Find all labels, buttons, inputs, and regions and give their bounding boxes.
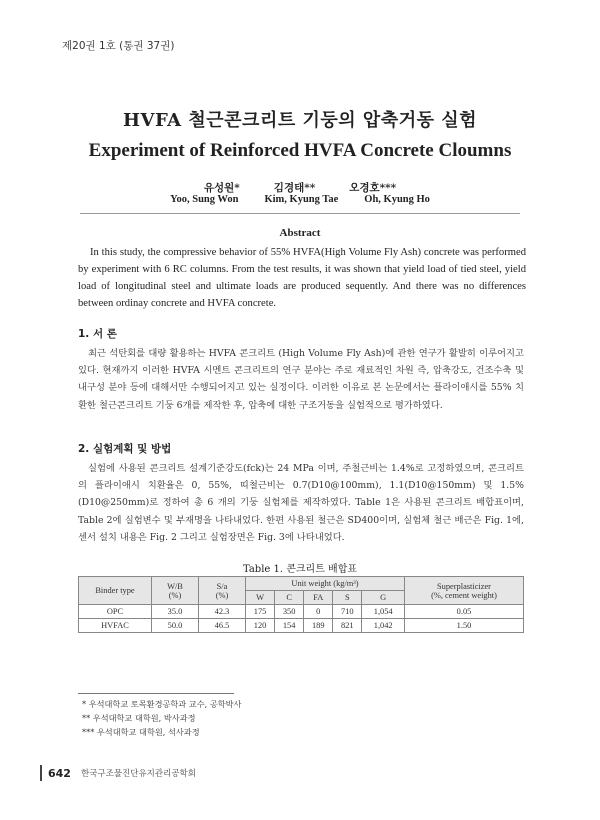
issue-header: 제20권 1호 (통권 37권) — [62, 40, 175, 52]
footnote-1: * 우석대학교 토목환경공학과 교수, 공학박사 — [82, 699, 242, 709]
section-1-heading: 1. 서 론 — [78, 328, 117, 340]
table-cell: 175 — [246, 605, 275, 619]
abstract-text: In this study, the compressive behavior of 55% HVFA(High Volume Fly Ash) concrete was performed by experiment with 6 RC columns. From the test results, it was shown that yield load of tied steel, yield load of longitudinal steel and ultimate loads are produced sequently. And there was no differences between ordinay concrete and HVFA concrete. — [78, 247, 526, 309]
author-2-en: Kim, Kyung Tae — [264, 194, 339, 205]
table-cell: 1,042 — [362, 619, 405, 633]
page-number: 642 — [48, 766, 71, 780]
authors-english — [0, 194, 600, 205]
footer-bar — [40, 765, 42, 781]
table-caption: Table 1. 콘크리트 배합표 — [242, 564, 358, 575]
table-cell: 821 — [333, 619, 362, 633]
table-row — [79, 605, 524, 619]
col-superplasticizer: Superplasticizer (%, cement weight) — [405, 577, 524, 605]
table-cell: 189 — [304, 619, 333, 633]
table-row — [79, 619, 524, 633]
col-g: G — [362, 591, 405, 605]
section-2-text: 실험에 사용된 콘크리트 설계기준강도(fck)는 24 MPa 이며, 주철근비는 1.4%로 고정하였으며, 콘크리트의 플라이애시 치환율은 0, 55%, 띠철근비는 0.7(D10@100mm), 1.1(D10@150mm) 및 1.5%(D10@250mm)로 정하여 총 6 개의 기둥 실험체를 제작하였다. Table 1은 사용된 콘크리트 배합표이며, Table 2에 실험변수 및 부재명을 나타내었다. 한편 사용된 철근은 SD400이며, 실험체 철근 배근은 Fig. 1에, 센서 설치 내용은 Fig. 2 그리고 실험장면은 Fig. 3에 나타내었다. — [78, 463, 524, 543]
table-cell: 154 — [275, 619, 304, 633]
col-binder-type: Binder type — [79, 577, 152, 605]
col-wb: W/B (%) — [152, 577, 199, 605]
table-cell: 42.3 — [199, 605, 246, 619]
mix-proportion-table — [78, 576, 524, 633]
col-w: W — [246, 591, 275, 605]
col-sa: S/a (%) — [199, 577, 246, 605]
author-2-ko: 김경태** — [273, 182, 316, 194]
abstract-heading: Abstract — [279, 227, 321, 239]
title-english: Experiment of Reinforced HVFA Concrete Cloumns — [88, 140, 512, 161]
table-cell: 1.50 — [405, 619, 524, 633]
table-cell: 710 — [333, 605, 362, 619]
author-3-en: Oh, Kyung Ho — [364, 194, 430, 205]
author-1-en: Yoo, Sung Won — [170, 194, 239, 205]
col-s: S — [333, 591, 362, 605]
col-c: C — [275, 591, 304, 605]
footnote-2: ** 우석대학교 대학원, 박사과정 — [82, 713, 196, 723]
table-cell: 120 — [246, 619, 275, 633]
page-footer — [40, 765, 196, 781]
table-cell: 0 — [304, 605, 333, 619]
table-cell: 46.5 — [199, 619, 246, 633]
journal-name: 한국구조물진단유지관리공학회 — [80, 769, 196, 779]
col-fa: FA — [304, 591, 333, 605]
abstract-divider — [80, 213, 520, 214]
table-cell: HVFAC — [79, 619, 152, 633]
col-unit-weight: Unit weight (kg/m³) — [246, 577, 405, 591]
table-cell: 350 — [275, 605, 304, 619]
table-cell: OPC — [79, 605, 152, 619]
table-cell: 1,054 — [362, 605, 405, 619]
author-1-ko: 유성원* — [203, 182, 240, 194]
authors-korean — [0, 180, 600, 195]
section-1-text: 최근 석탄회를 대량 활용하는 HVFA 콘크리트 (High Volume Fly Ash)에 관한 연구가 활발히 이루어지고 있다. 현재까지 이러한 HVFA 시멘트 콘크리트의 연구 분야는 주로 재료적인 차원 즉, 압축강도, 건조수축 및 내구성 분야 등에 대해서만 수행되어지고 있는 실정이다. 이러한 이유로 본 논문에서는 플라이애시를 55% 치환한 철근콘크리트 기둥 6개를 제작한 후, 압축에 대한 구조거동을 실험적으로 평가하였다. — [78, 348, 524, 411]
table-cell: 35.0 — [152, 605, 199, 619]
section-2-heading: 2. 실험계획 및 방법 — [78, 443, 172, 455]
title-korean: HVFA 철근콘크리트 기둥의 압축거동 실험 — [122, 110, 478, 131]
footnote-divider — [78, 693, 234, 694]
table-cell: 50.0 — [152, 619, 199, 633]
table-cell: 0.05 — [405, 605, 524, 619]
author-3-ko: 오경호*** — [349, 182, 397, 194]
footnote-3: *** 우석대학교 대학원, 석사과정 — [82, 727, 200, 737]
